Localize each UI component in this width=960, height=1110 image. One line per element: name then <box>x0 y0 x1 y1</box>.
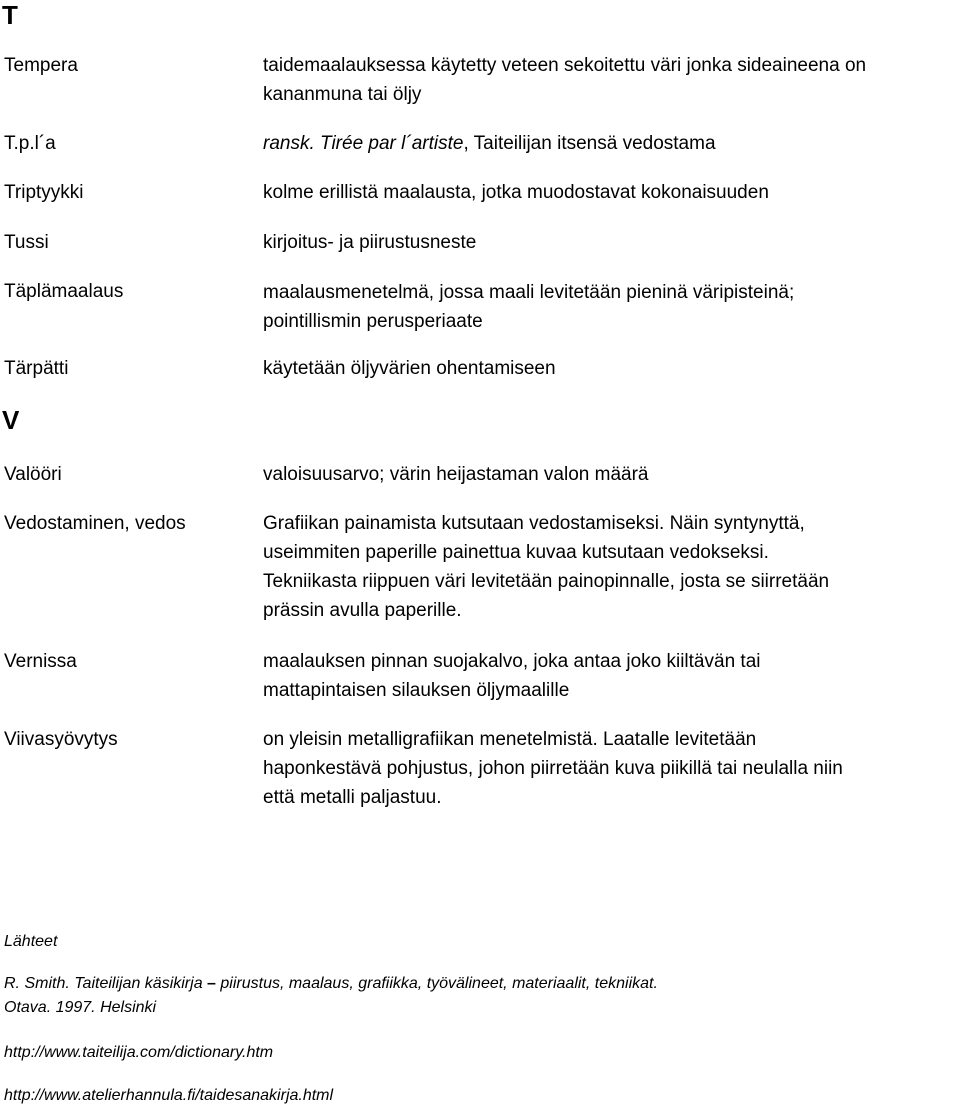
term-vedostaminen: Vedostaminen, vedos <box>4 513 186 534</box>
definition-taplamaalaus <box>263 278 794 336</box>
definition-line: kolme erillistä maalausta, jotka muodostavat kokonaisuuden <box>263 182 769 203</box>
definition-line: valoisuusarvo; värin heijastaman valon määrä <box>263 464 649 485</box>
term-vernissa: Vernissa <box>4 651 77 672</box>
term-triptyykki: Triptyykki <box>4 182 84 203</box>
definition-tpla <box>263 129 716 158</box>
definition-line: että metalli paljastuu. <box>263 787 442 808</box>
book-line-1-end: piirustus, maalaus, grafiikka, työvälineet, materiaalit, tekniikat. <box>215 975 658 992</box>
book-line-1-dash: – <box>207 975 216 992</box>
book-line-1-start: R. Smith. Taiteilijan käsikirja <box>4 975 208 992</box>
book-line-2: Otava. 1997. Helsinki <box>4 999 157 1016</box>
term-taplamaalaus: Täplämaalaus <box>4 281 124 302</box>
term-tpla: T.p.l´a <box>4 133 56 154</box>
definition-line: maalauksen pinnan suojakalvo, joka antaa joko kiiltävän tai <box>263 651 761 672</box>
definition-triptyykki <box>263 178 769 207</box>
definition-line: pointillismin perusperiaate <box>263 311 483 332</box>
section-letter-t: T <box>2 0 18 30</box>
book-line-1 <box>4 972 658 996</box>
term-tussi: Tussi <box>4 232 49 253</box>
source-link-atelierhannula[interactable]: http://www.atelierhannula.fi/taidesanakirja.html <box>4 1087 334 1104</box>
definition-vernissa <box>263 647 760 705</box>
definition-valoori <box>263 460 648 489</box>
definition-rest: , Taiteilijan itsensä vedostama <box>463 133 716 154</box>
source-link-taiteilija[interactable]: http://www.taiteilija.com/dictionary.htm <box>4 1044 274 1061</box>
definition-line: Tekniikasta riippuen väri levitetään painopinnalle, josta se siirretään <box>263 571 830 592</box>
term-tempera: Tempera <box>4 55 78 76</box>
definition-line: käytetään öljyvärien ohentamiseen <box>263 358 556 379</box>
term-tarpatti: Tärpätti <box>4 358 69 379</box>
definition-line: taidemaalauksessa käytetty veteen sekoitettu väri jonka sideaineena on <box>263 55 867 76</box>
sources-heading: Lähteet <box>4 933 58 950</box>
definition-tarpatti <box>263 354 556 383</box>
definition-vedostaminen <box>263 509 829 625</box>
definition-line: mattapintaisen silauksen öljymaalille <box>263 680 570 701</box>
section-letter-v: V <box>2 405 20 435</box>
definition-line: kirjoitus- ja piirustusneste <box>263 232 477 253</box>
definition-viivasyovytys <box>263 725 843 812</box>
sources-book-reference <box>4 972 658 1020</box>
term-viivasyovytys: Viivasyövytys <box>4 729 118 750</box>
definition-line: haponkestävä pohjustus, johon piirretään kuva piikillä tai neulalla niin <box>263 758 843 779</box>
definition-line: on yleisin metalligrafiikan menetelmistä. Laatalle levitetään <box>263 729 757 750</box>
definition-line: useimmiten paperille painettua kuvaa kutsutaan vedokseksi. <box>263 542 769 563</box>
definition-line: Grafiikan painamista kutsutaan vedostamiseksi. Näin syntynyttä, <box>263 513 805 534</box>
definition-tempera <box>263 51 866 109</box>
definition-line: maalausmenetelmä, jossa maali levitetään pieninä väripisteinä; <box>263 282 795 303</box>
definition-italic-phrase: ransk. Tirée par l´artiste <box>263 133 464 154</box>
definition-line: prässin avulla paperille. <box>263 600 462 621</box>
definition-tussi <box>263 228 476 257</box>
definition-line: kananmuna tai öljy <box>263 84 422 105</box>
term-valoori: Valööri <box>4 464 62 485</box>
